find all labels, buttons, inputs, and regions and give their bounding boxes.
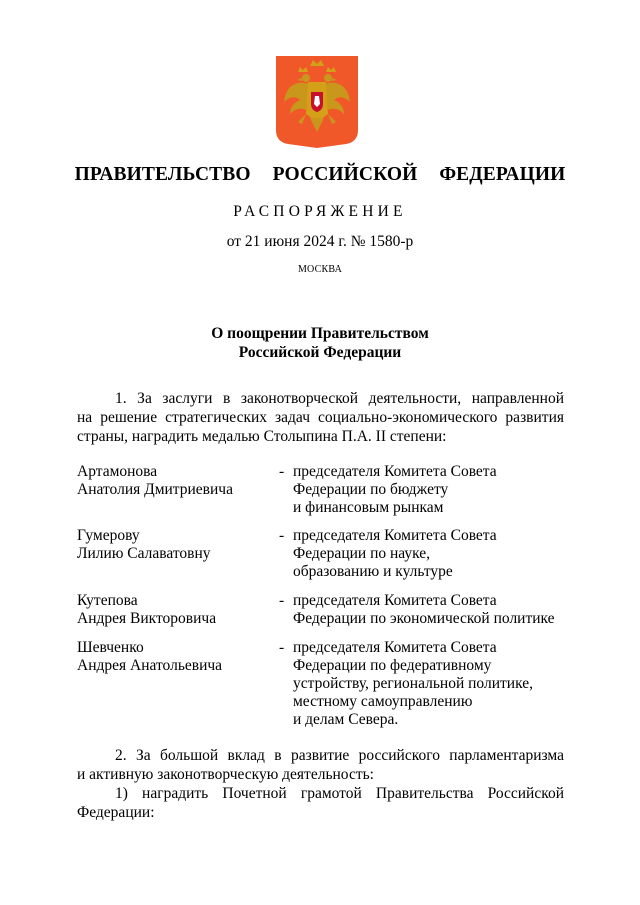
heading-line: Российской Федерации	[238, 344, 402, 361]
document-type: РАСПОРЯЖЕНИЕ	[233, 203, 407, 220]
awardee-position: председателя Комитета Совета Федерации по экономической политике	[293, 592, 555, 627]
document-date-number: от 21 июня 2024 г. № 1580-р	[226, 233, 414, 250]
awardee-name: Гумерову Лилию Салаватовну	[77, 527, 211, 562]
paragraph-line: 1) наградить Почетной грамотой Правительства Российской	[115, 785, 564, 802]
item-2-paragraph	[77, 746, 564, 822]
awardee-dash: -	[279, 592, 285, 609]
paragraph-line: страны, наградить медалью Столыпина П.А. II степени:	[77, 428, 447, 445]
paragraph-line: 1. За заслуги в законотворческой деятельности, направленной	[115, 390, 564, 407]
paragraph-line: Федерации:	[77, 804, 155, 821]
awardee-dash: -	[279, 639, 285, 656]
government-title: ПРАВИТЕЛЬСТВО РОССИЙСКОЙ ФЕДЕРАЦИИ	[74, 164, 566, 185]
paragraph-line: 2. За большой вклад в развитие российского парламентаризма	[115, 747, 564, 764]
awardee-name: Артамонова Анатолия Дмитриевича	[77, 463, 233, 498]
heading-line: О поощрении Правительством	[211, 325, 429, 342]
awardee-position: председателя Комитета Совета Федерации по науке, образованию и культуре	[293, 527, 497, 580]
paragraph-line: на решение стратегических задач социально-экономического развития	[77, 409, 564, 426]
paragraph-line: и активную законотворческую деятельность:	[77, 766, 374, 783]
document-city: МОСКВА	[297, 264, 343, 275]
awardee-position: председателя Комитета Совета Федерации по бюджету и финансовым рынкам	[293, 463, 497, 516]
awardee-dash: -	[279, 527, 285, 544]
awardee-dash: -	[279, 463, 285, 480]
item-1-paragraph	[77, 389, 564, 446]
awardee-name: Шевченко Андрея Анатольевича	[77, 639, 223, 674]
awardee-position: председателя Комитета Совета Федерации по федеративному устройству, региональной политике, местному самоуправлению и делам Севера.	[293, 639, 533, 728]
awardee-name: Кутепова Андрея Викторовича	[77, 592, 217, 627]
coat-of-arms-icon	[276, 56, 358, 148]
document-heading	[0, 324, 640, 362]
